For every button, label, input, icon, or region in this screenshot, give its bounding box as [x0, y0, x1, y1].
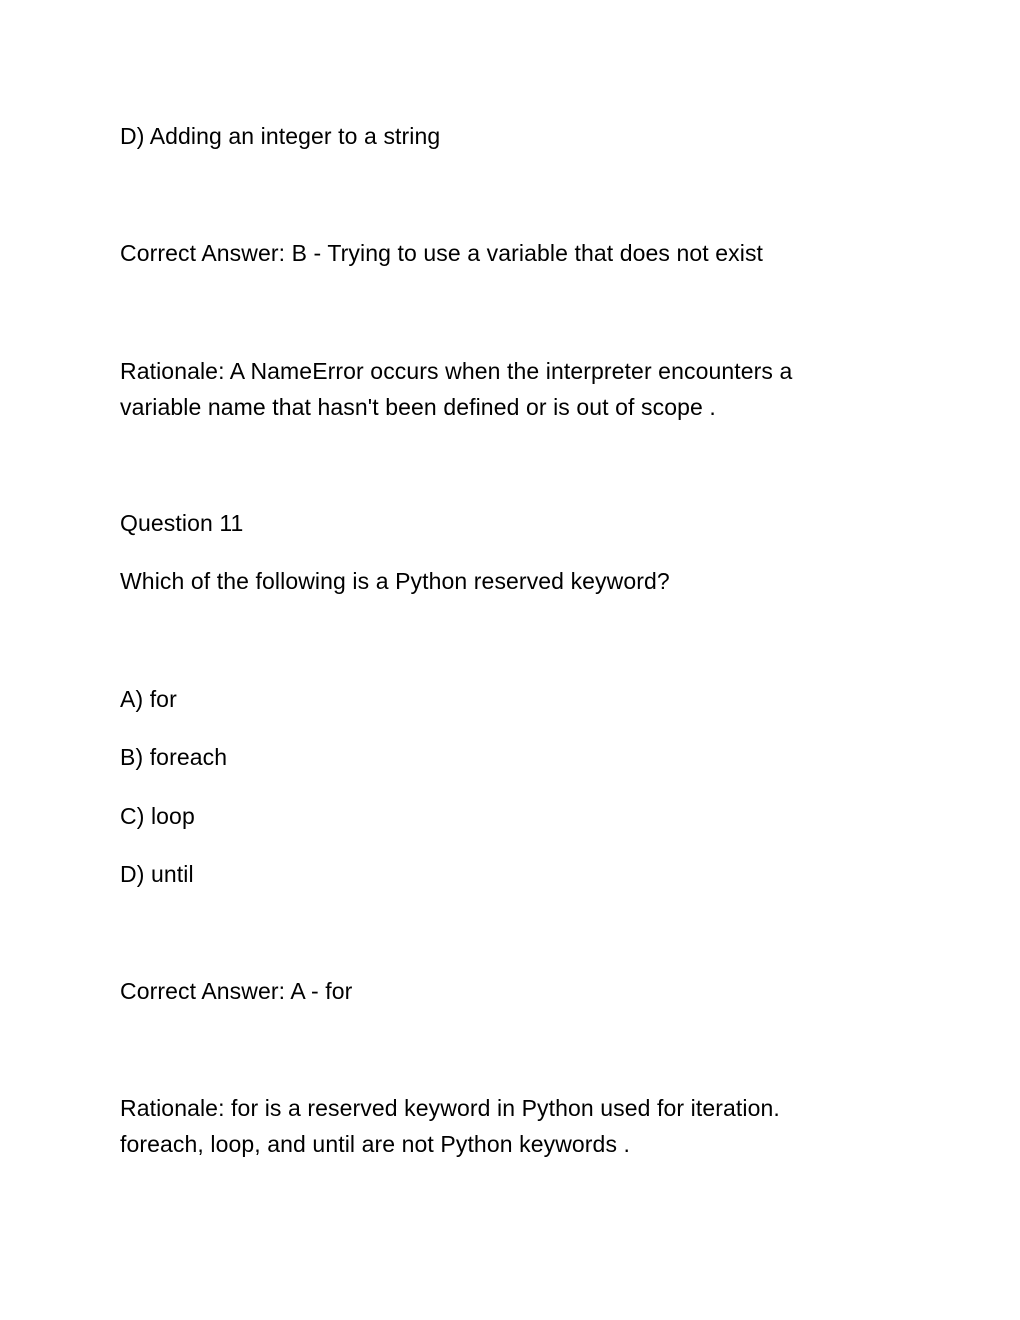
rationale [120, 1090, 900, 1162]
question-prompt: Which of the following is a Python reserved keyword? [120, 568, 670, 594]
previous-option-d: D) Adding an integer to a string [120, 123, 441, 149]
option-c: C) loop [120, 803, 195, 829]
rationale-line-2: foreach, loop, and until are not Python keywords . [120, 1131, 631, 1157]
rationale-line-1: Rationale: for is a reserved keyword in Python used for iteration. [120, 1095, 780, 1121]
correct-answer: Correct Answer: A - for [120, 978, 353, 1004]
question-heading: Question 11 [120, 510, 244, 536]
previous-correct-answer: Correct Answer: B - Trying to use a variable that does not exist [120, 240, 764, 266]
option-b: B) foreach [120, 744, 228, 770]
option-d: D) until [120, 861, 194, 887]
previous-rationale-line-1: Rationale: A NameError occurs when the interpreter encounters a [120, 358, 793, 384]
previous-rationale-line-2: variable name that hasn't been defined or is out of scope . [120, 394, 716, 420]
previous-rationale [120, 353, 900, 425]
option-a: A) for [120, 686, 177, 712]
